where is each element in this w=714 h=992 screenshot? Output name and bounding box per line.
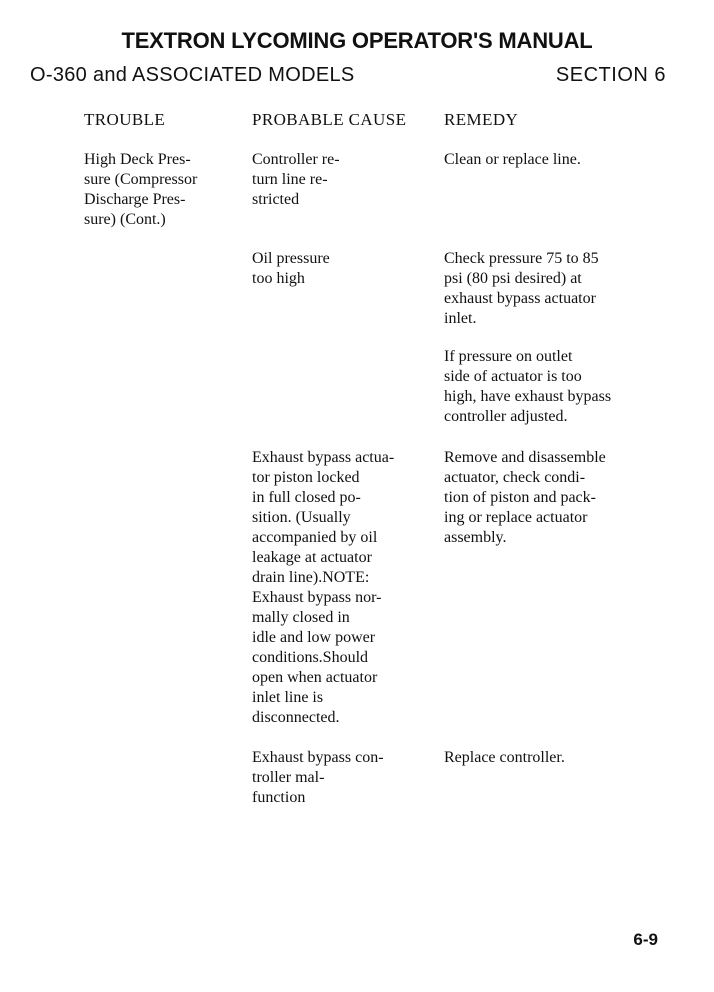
remedy-line: Clean or replace line.: [444, 151, 581, 168]
cause-cell-controller-malfunction: [252, 748, 384, 808]
remedy-line: inlet.: [444, 310, 477, 327]
cause-line: inlet line is: [252, 689, 324, 706]
cause-line: mally closed in: [252, 609, 350, 626]
remedy-line: high, have exhaust bypass: [444, 388, 612, 405]
remedy-line: ing or replace actuator: [444, 509, 588, 526]
cause-line: Controller re-: [252, 151, 340, 168]
remedy-line: actuator, check condi-: [444, 469, 586, 486]
cause-cell-actuator-piston-locked: [252, 448, 394, 728]
column-header-trouble: TROUBLE: [84, 110, 166, 129]
cause-line: troller mal-: [252, 769, 325, 786]
remedy-cell-check-pressure: [444, 249, 599, 329]
remedy-cell-disassemble-actuator: [444, 448, 606, 548]
remedy-cell-clean-line: [444, 150, 581, 170]
remedy-line: psi (80 psi desired) at: [444, 270, 582, 287]
cause-line: turn line re-: [252, 171, 328, 188]
cause-line: too high: [252, 270, 305, 287]
remedy-line: Remove and disassemble: [444, 449, 606, 466]
manual-title: TEXTRON LYCOMING OPERATOR'S MANUAL: [121, 28, 593, 53]
column-header-probable-cause: PROBABLE CAUSE: [252, 110, 407, 129]
cause-cell-controller-return-line: [252, 150, 340, 210]
remedy-cell-replace-controller: [444, 748, 565, 768]
cause-line: drain line).NOTE:: [252, 569, 370, 586]
remedy-line: side of actuator is too: [444, 368, 582, 385]
cause-line: conditions.Should: [252, 649, 369, 666]
cause-line: in full closed po-: [252, 489, 361, 506]
cause-line: leakage at actuator: [252, 549, 372, 566]
cause-line: Exhaust bypass nor-: [252, 589, 382, 606]
remedy-line: If pressure on outlet: [444, 348, 573, 365]
trouble-line: sure) (Cont.): [84, 211, 166, 228]
page-number: 6-9: [633, 930, 658, 949]
cause-line: open when actuator: [252, 669, 378, 686]
engine-models-heading: O-360 and ASSOCIATED MODELS: [30, 64, 355, 86]
remedy-line: assembly.: [444, 529, 507, 546]
cause-line: Exhaust bypass actua-: [252, 449, 395, 466]
remedy-line: exhaust bypass actuator: [444, 290, 596, 307]
remedy-line: tion of piston and pack-: [444, 489, 596, 506]
remedy-line: controller adjusted.: [444, 408, 568, 425]
cause-line: tor piston locked: [252, 469, 360, 486]
column-header-remedy: REMEDY: [444, 110, 519, 129]
trouble-cell: [84, 150, 197, 230]
cause-line: function: [252, 789, 306, 806]
cause-line: Exhaust bypass con-: [252, 749, 384, 766]
remedy-line: Check pressure 75 to 85: [444, 250, 599, 267]
cause-line: sition. (Usually: [252, 509, 351, 526]
trouble-line: Discharge Pres-: [84, 191, 186, 208]
remedy-line: Replace controller.: [444, 749, 565, 766]
cause-cell-oil-pressure: [252, 249, 330, 289]
cause-line: idle and low power: [252, 629, 376, 646]
trouble-line: High Deck Pres-: [84, 151, 191, 168]
cause-line: Oil pressure: [252, 250, 330, 267]
trouble-line: sure (Compressor: [84, 171, 198, 188]
section-label: SECTION 6: [555, 64, 666, 86]
remedy-cell-outlet-pressure: [444, 347, 611, 427]
cause-line: stricted: [252, 191, 300, 208]
cause-line: disconnected.: [252, 709, 340, 726]
cause-line: accompanied by oil: [252, 529, 378, 546]
